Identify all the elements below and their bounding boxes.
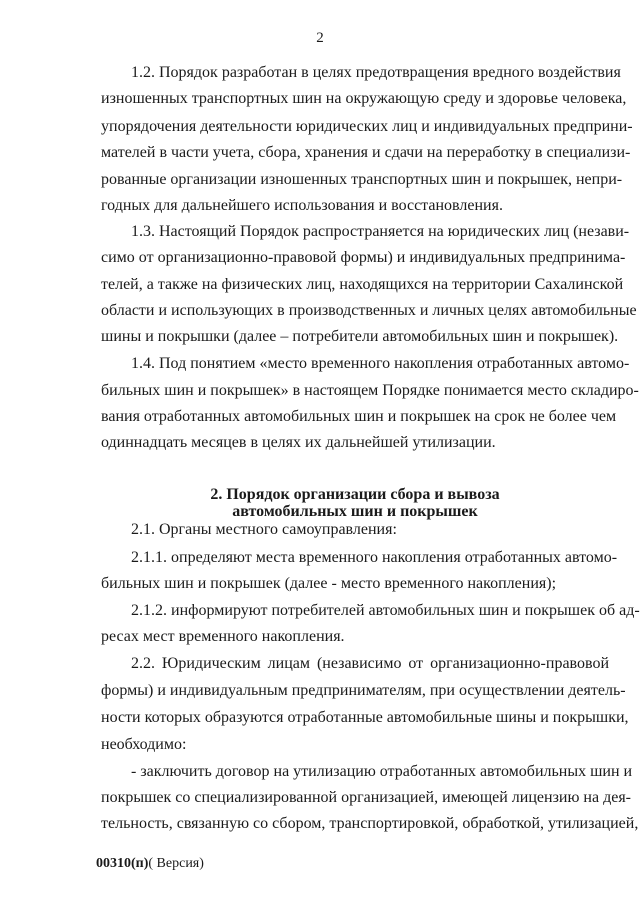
text-line: тельность, связанную со сбором, транспортировкой, обработкой, утилизацией, — [101, 815, 639, 832]
section-heading-line-2: автомобильных шин и покрышек — [232, 503, 478, 520]
section-heading-line-1: 2. Порядок организации сбора и вывоза — [210, 486, 500, 503]
text-line: формы) и индивидуальным предпринимателям, при осуществлении деятель- — [101, 682, 626, 699]
text-line: бильных шин и покрышек (далее - место временного накопления); — [101, 575, 557, 592]
text-line: 1.2. Порядок разработан в целях предотвращения вредного воздействия — [131, 64, 621, 81]
text-line: - заключить договор на утилизацию отработанных автомобильных шин и — [131, 763, 633, 780]
text-line: телей, а также на физических лиц, находящихся на территории Сахалинской — [101, 276, 624, 293]
text-line: мателей в части учета, сбора, хранения и сдачи на переработку в специализи- — [101, 144, 631, 161]
document-version: ( Версия) — [148, 856, 204, 871]
text-line: 1.4. Под понятием «место временного накопления отработанных автомо- — [131, 355, 630, 372]
text-line: бильных шин и покрышек» в настоящем Порядке понимается место складиро- — [101, 382, 639, 399]
text-line: 2.2. Юридическим лицам (независимо от организационно-правовой — [131, 655, 609, 672]
text-line: ности которых образуются отработанные автомобильные шины и покрышки, — [101, 709, 629, 726]
text-line: 2.1. Органы местного самоуправления: — [131, 521, 397, 538]
text-line: 2.1.1. определяют места временного накопления отработанных автомо- — [131, 549, 618, 566]
text-line: области и использующих в производственных и личных целях автомобильные — [101, 302, 637, 319]
text-line: 1.3. Настоящий Порядок распространяется на юридических лиц (незави- — [131, 223, 630, 240]
text-line: ресах мест временного накопления. — [101, 628, 345, 645]
text-line: изношенных транспортных шин на окружающую среду и здоровье человека, — [101, 90, 627, 107]
text-line: шины и покрышки (далее – потребители автомобильных шин и покрышек). — [101, 328, 619, 345]
page-number: 2 — [316, 30, 324, 46]
text-line: упорядочения деятельности юридических лиц и индивидуальных предприни- — [101, 118, 633, 135]
document-footer — [96, 856, 204, 872]
document-code: 00310(п) — [96, 856, 149, 871]
text-line: 2.1.2. информируют потребителей автомобильных шин и покрышек об ад- — [131, 602, 640, 619]
text-line: покрышек со специализированной организацией, имеющей лицензию на дея- — [101, 789, 632, 806]
text-line: необходимо: — [101, 736, 187, 753]
text-line: рованные организации изношенных транспортных шин и покрышек, непри- — [101, 171, 623, 188]
text-line: вания отработанных автомобильных шин и покрышек на срок не более чем — [101, 408, 617, 425]
text-line: одиннадцать месяцев в целях их дальнейшей утилизации. — [101, 434, 496, 451]
text-line: симо от организационно-правовой формы) и индивидуальных предпринима- — [101, 249, 626, 266]
text-line: годных для дальнейшего использования и восстановления. — [101, 197, 503, 214]
